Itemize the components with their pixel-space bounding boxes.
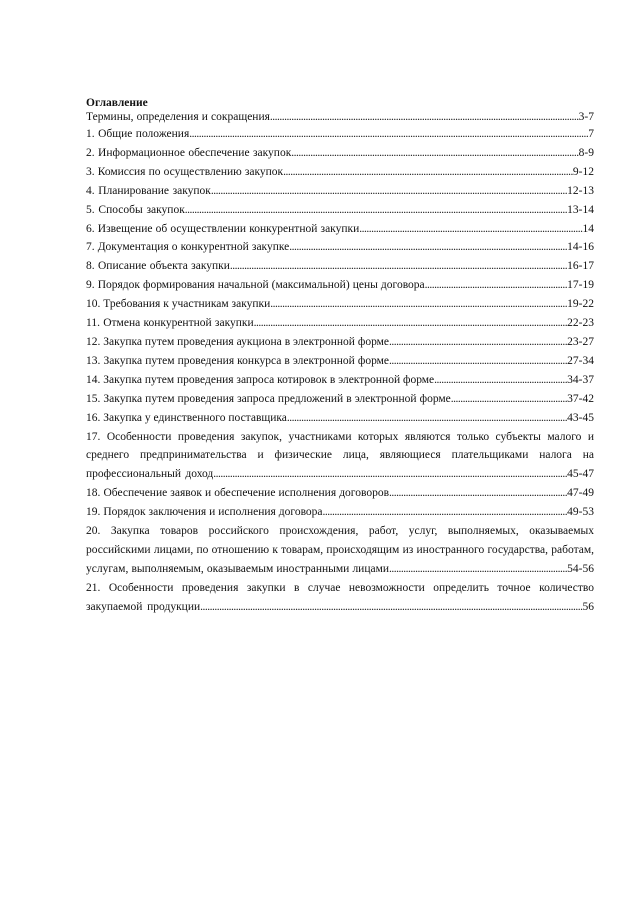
- toc-entry-text: 8. Описание объекта закупки: [86, 260, 230, 273]
- toc-entry-pages: 37-42: [567, 392, 594, 405]
- toc-entry: [86, 144, 594, 163]
- toc-entry-pages: 49-53: [567, 506, 594, 519]
- toc-leader-dots: ...........................................................................: [389, 562, 568, 575]
- toc-entry: [86, 352, 594, 371]
- toc-entry-text: 19. Порядок заключения и исполнения договора: [86, 506, 323, 519]
- toc-entry-text: 2. Информационное обеспечение закупок: [86, 146, 292, 159]
- toc-leader-dots: ...........................................................................: [389, 354, 568, 367]
- toc-entry: [86, 220, 594, 239]
- toc-leader-dots: ............................................................: [424, 279, 568, 292]
- toc-entry-pages: 3-7: [578, 111, 594, 123]
- toc-list: [86, 110, 594, 617]
- toc-entry: [86, 503, 594, 522]
- toc-leader-dots: .........................................................................................................................: [291, 146, 579, 159]
- toc-entry-text: 11. Отмена конкурентной закупки: [86, 317, 254, 330]
- toc-leader-dots: ...........................................................................: [389, 487, 568, 500]
- toc-entry: [86, 333, 594, 352]
- toc-entry: [86, 579, 594, 617]
- toc-leader-dots: ..................................................................................................................................: [269, 111, 579, 123]
- toc-entry-text: 12. Закупка путем проведения аукциона в электронной форме: [86, 335, 390, 348]
- toc-entry-pages: 16-17: [567, 260, 594, 273]
- toc-entry-text: 5. Способы закупок: [86, 203, 185, 216]
- toc-entry-text: 14. Закупка путем проведения запроса котировок в электронной форме: [86, 373, 435, 386]
- toc-leader-dots: ...........................................................................: [389, 335, 568, 348]
- toc-entry-pages: 54-56: [567, 562, 594, 575]
- toc-entry: [86, 371, 594, 390]
- document-page: [86, 97, 594, 617]
- toc-entry: [86, 257, 594, 276]
- toc-entry-pages: 23-27: [567, 335, 594, 348]
- toc-leader-dots: ..........................................................................................................................: [283, 165, 573, 178]
- toc-leader-dots: ..............................................................................................: [359, 222, 583, 235]
- toc-leader-dots: .....................................................................................................................: [289, 241, 568, 254]
- toc-leader-dots: ....................................................................................................................................: [253, 317, 568, 330]
- toc-entry-pages: 43-45: [567, 411, 594, 424]
- toc-entry-text: 17. Особенности проведения закупок, участниками которых являются только субъекты малого и среднего предпринимательства и физические лица, являющиеся плательщиками налога на профессиональный доход: [86, 430, 594, 481]
- toc-leader-dots: .....................................................................................................................................................: [213, 468, 568, 481]
- toc-entry-pages: 14: [582, 222, 594, 235]
- toc-entry: [86, 484, 594, 503]
- toc-entry-text: 16. Закупка у единственного поставщика: [86, 411, 287, 424]
- toc-entry: [86, 110, 594, 125]
- toc-entry-text: 21. Особенности проведения закупки в случае невозможности определить точное количество закупаемой продукции: [86, 581, 594, 613]
- toc-leader-dots: .............................................................................................................................: [270, 298, 568, 311]
- toc-entry-pages: 8-9: [578, 146, 594, 159]
- toc-entry-text: 6. Извещение об осуществлении конкурентной закупки: [86, 222, 360, 235]
- toc-entry: [86, 522, 594, 579]
- toc-entry: [86, 163, 594, 182]
- toc-entry: [86, 125, 594, 144]
- toc-entry-pages: 22-23: [567, 317, 594, 330]
- toc-entry-text: 15. Закупка путем проведения запроса предложений в электронной форме: [86, 392, 451, 405]
- toc-entry-text: 3. Комиссия по осуществлению закупок: [86, 165, 284, 178]
- toc-leader-dots: ..............................................................................................................................................: [229, 260, 568, 273]
- toc-leader-dots: .................................................: [450, 392, 568, 405]
- toc-entry: [86, 182, 594, 201]
- toc-entry: [86, 428, 594, 485]
- toc-leader-dots: ........................................................................................................................................................................: [189, 128, 589, 140]
- toc-leader-dots: ......................................................................................................................: [286, 411, 568, 424]
- toc-entry-pages: 45-47: [567, 468, 594, 481]
- toc-entry-text: 7. Документация о конкурентной закупке: [86, 241, 290, 254]
- toc-entry-text: 9. Порядок формирования начальной (максимальной) цены договора: [86, 279, 425, 292]
- toc-entry-pages: 7: [588, 128, 594, 140]
- toc-entry: [86, 238, 594, 257]
- toc-entry-pages: 9-12: [572, 165, 594, 178]
- toc-entry-text: 10. Требования к участникам закупки: [86, 298, 271, 311]
- toc-leader-dots: .................................................................................................................................................................: [200, 600, 583, 613]
- toc-entry: [86, 201, 594, 220]
- toc-entry-pages: 12-13: [567, 184, 594, 197]
- toc-entry-text: 1. Общие положения: [86, 128, 190, 140]
- toc-entry-text: Термины, определения и сокращения: [86, 111, 270, 123]
- toc-leader-dots: .......................................................................................................: [322, 506, 568, 519]
- toc-entry-text: 4. Планирование закупок: [86, 184, 211, 197]
- toc-leader-dots: ......................................................................................................................................................: [210, 184, 568, 197]
- toc-title: Оглавление: [86, 97, 148, 109]
- toc-entry: [86, 314, 594, 333]
- toc-entry-pages: 27-34: [567, 354, 594, 367]
- toc-entry: [86, 409, 594, 428]
- toc-entry: [86, 390, 594, 409]
- toc-entry: [86, 295, 594, 314]
- toc-leader-dots: .................................................................................................................................................................: [184, 203, 568, 216]
- toc-leader-dots: ........................................................: [434, 373, 568, 386]
- toc-entry-pages: 47-49: [567, 487, 594, 500]
- toc-entry-pages: 56: [582, 600, 594, 613]
- toc-entry-pages: 34-37: [567, 373, 594, 386]
- toc-entry-text: 18. Обеспечение заявок и обеспечение исполнения договоров: [86, 487, 390, 500]
- toc-entry: [86, 276, 594, 295]
- toc-entry-pages: 13-14: [567, 203, 594, 216]
- toc-entry-pages: 14-16: [567, 241, 594, 254]
- toc-entry-pages: 19-22: [567, 298, 594, 311]
- toc-entry-text: 20. Закупка товаров российского происхождения, работ, услуг, выполняемых, оказываемых российскими лицами, по отношению к товарам, происходящим из иностранного государства, работам, услугам, выполняемым, оказываемым иностранными лицами: [86, 525, 594, 575]
- toc-entry-text: 13. Закупка путем проведения конкурса в электронной форме: [86, 354, 390, 367]
- toc-entry-pages: 17-19: [567, 279, 594, 292]
